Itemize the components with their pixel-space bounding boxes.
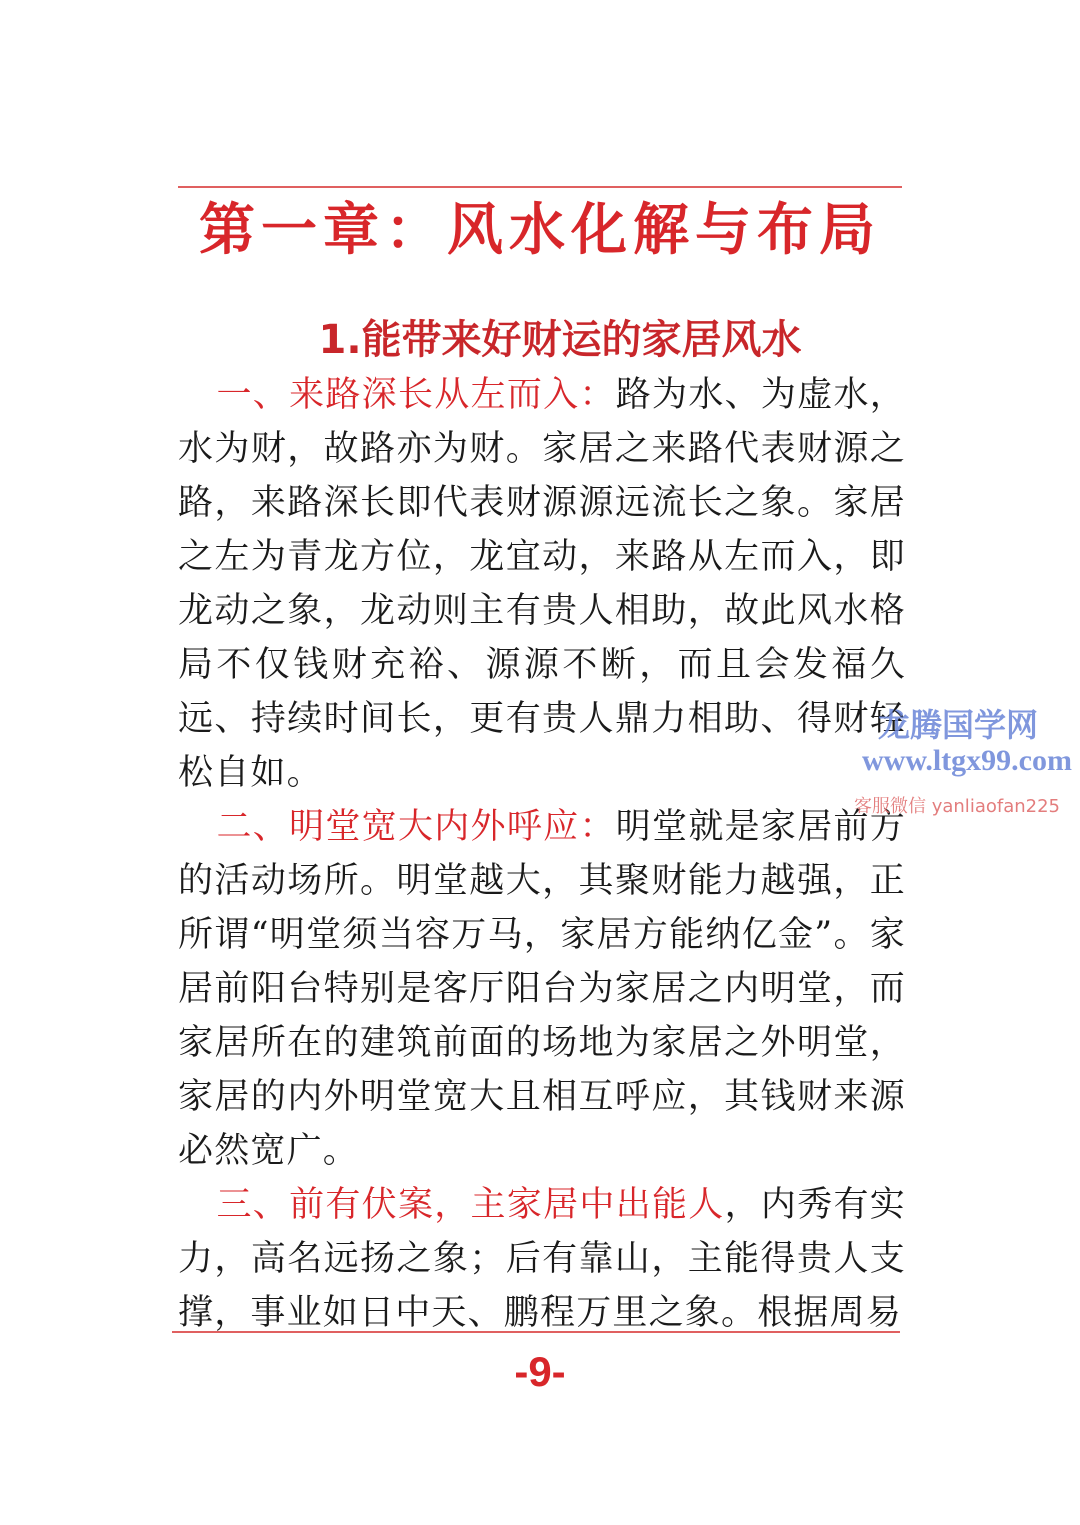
bottom-divider <box>172 1331 900 1333</box>
body-text <box>178 368 906 1340</box>
page-number: -9- <box>514 1348 566 1395</box>
watermark-service: 客服微信 yanliaofan225 <box>854 796 1060 817</box>
paragraph-2-text: 明堂就是家居前方的活动场所。明堂越大，其聚财能力越强，正所谓“明堂须当容万马，家居方能纳亿金”。家居前阳台特别是客厅阳台为家居之内明堂，而家居所在的建筑前面的场地为家居之外明堂，家居的内外明堂宽大且相互呼应，其钱财来源必然宽广。 <box>178 807 906 1171</box>
paragraph-3-text: ，内秀有实力，高名远扬之象；后有靠山，主能得贵人支撑，事业如日中天、鹏程万里之象。根据周易 <box>178 1185 906 1333</box>
watermark-url: www.ltgx99.com <box>862 744 1072 777</box>
paragraph-3 <box>178 1178 906 1340</box>
paragraph-1 <box>178 368 906 800</box>
chapter-title: 第一章：风水化解与布局 <box>199 197 881 263</box>
paragraph-3-heading: 三、前有伏案，主家居中出能人 <box>216 1185 725 1225</box>
watermark-site-name: 龙腾国学网 <box>877 706 1038 744</box>
top-divider <box>178 186 902 188</box>
paragraph-1-text: 路为水、为虚水，水为财，故路亦为财。家居之来路代表财源之路，来路深长即代表财源源远流长之象。家居之左为青龙方位，龙宜动，来路从左而入，即龙动之象，龙动则主有贵人相助，故此风水格局不仅钱财充裕、源源不断，而且会发福久远、持续时间长，更有贵人鼎力相助、得财轻松自如。 <box>178 375 906 793</box>
paragraph-2 <box>178 800 906 1178</box>
paragraph-2-heading: 二、明堂宽大内外呼应： <box>216 807 616 847</box>
section-title: 1.能带来好财运的家居风水 <box>318 317 802 363</box>
paragraph-1-heading: 一、来路深长从左而入： <box>216 375 616 415</box>
